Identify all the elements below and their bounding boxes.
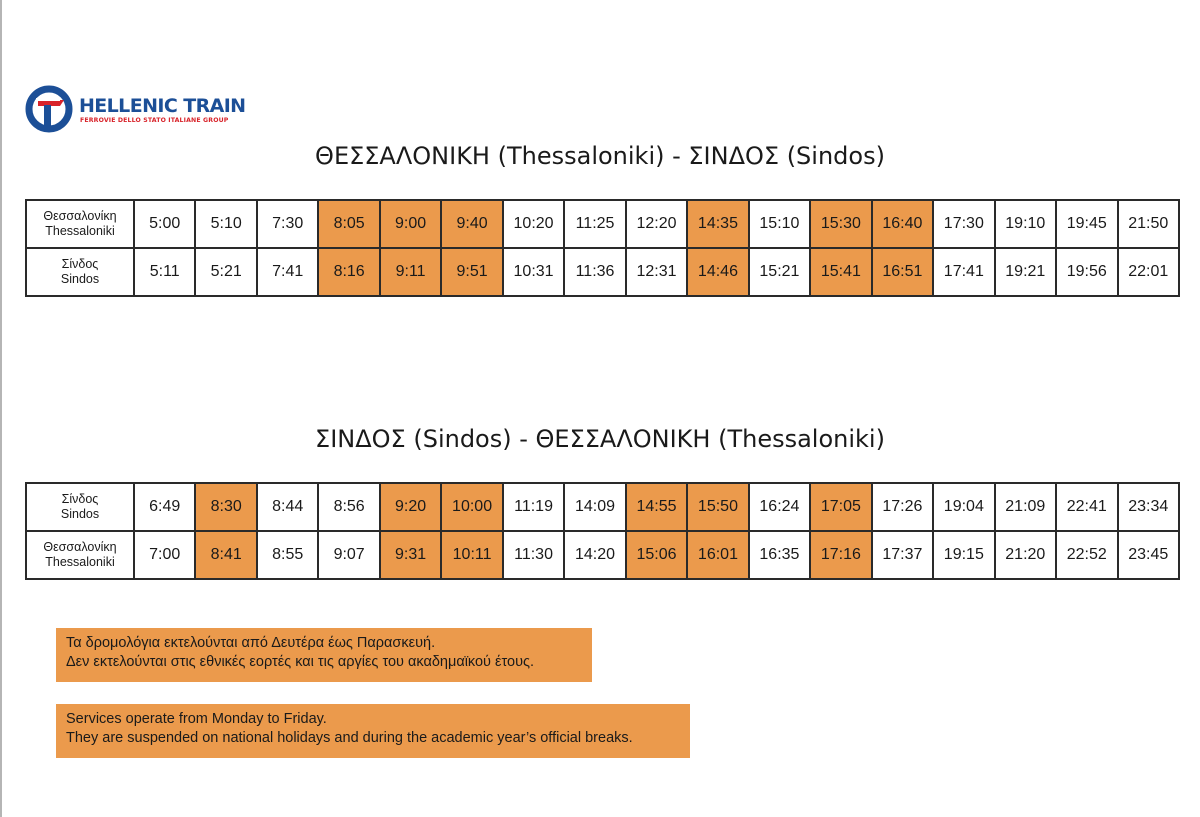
departure-time-cell: 15:41 <box>810 248 871 296</box>
hellenic-train-logo <box>24 84 264 134</box>
departure-time-cell: 7:41 <box>257 248 318 296</box>
departure-time-cell: 8:41 <box>195 531 256 579</box>
departure-time-cell: 8:30 <box>195 483 256 531</box>
departure-time-cell: 19:45 <box>1056 200 1117 248</box>
departure-time-cell: 5:10 <box>195 200 256 248</box>
departure-time-cell: 9:31 <box>380 531 441 579</box>
note-english <box>56 704 690 758</box>
departure-time-cell: 14:46 <box>687 248 748 296</box>
departure-time-cell: 19:21 <box>995 248 1056 296</box>
station-name-greek: Σίνδος <box>61 257 99 271</box>
departure-time-cell: 11:25 <box>564 200 625 248</box>
note-english-line: Services operate from Monday to Friday. <box>66 711 327 727</box>
note-english-line: They are suspended on national holidays and during the academic year’s official breaks. <box>66 730 633 746</box>
departure-time-cell: 7:30 <box>257 200 318 248</box>
departure-time-cell: 21:20 <box>995 531 1056 579</box>
departure-time-cell: 16:51 <box>872 248 933 296</box>
station-name-latin: Sindos <box>60 507 100 521</box>
departure-time-cell: 7:00 <box>134 531 195 579</box>
departure-time-cell: 14:20 <box>564 531 625 579</box>
note-greek-line: Δεν εκτελούνται στις εθνικές εορτές και τις αργίες του ακαδημαϊκού έτους. <box>66 654 535 670</box>
route-title-thessaloniki-sindos: ΘΕΣΣΑΛΟΝΙΚΗ (Thessaloniki) - ΣΙΝΔΟΣ (Sindos) <box>315 142 885 170</box>
departure-time-cell: 15:30 <box>810 200 871 248</box>
departure-time-cell: 9:07 <box>318 531 379 579</box>
departure-time-cell: 10:31 <box>503 248 564 296</box>
departure-time-cell: 19:15 <box>933 531 994 579</box>
departure-time-cell: 22:41 <box>1056 483 1117 531</box>
departure-time-cell: 21:50 <box>1118 200 1180 248</box>
departure-time-cell: 16:01 <box>687 531 748 579</box>
departure-time-cell: 10:11 <box>441 531 502 579</box>
route-title-sindos-thessaloniki: ΣΙΝΔΟΣ (Sindos) - ΘΕΣΣΑΛΟΝΙΚΗ (Thessaloniki) <box>315 425 885 453</box>
departure-time-cell: 21:09 <box>995 483 1056 531</box>
departure-time-cell: 15:21 <box>749 248 810 296</box>
note-greek <box>56 628 592 682</box>
departure-time-cell: 14:35 <box>687 200 748 248</box>
departure-time-cell: 16:24 <box>749 483 810 531</box>
departure-time-cell: 17:37 <box>872 531 933 579</box>
departure-time-cell: 16:35 <box>749 531 810 579</box>
departure-time-cell: 17:26 <box>872 483 933 531</box>
logo-name: HELLENIC TRAIN <box>79 95 246 117</box>
hellenic-train-logo-icon <box>24 84 74 134</box>
departure-time-cell: 5:21 <box>195 248 256 296</box>
station-name-greek: Σίνδος <box>61 492 99 506</box>
logo-subtitle: FERROVIE DELLO STATO ITALIANE GROUP <box>80 117 229 124</box>
departure-time-cell: 17:30 <box>933 200 994 248</box>
station-name-latin: Thessaloniki <box>45 555 115 569</box>
departure-time-cell: 9:00 <box>380 200 441 248</box>
departure-time-cell: 14:09 <box>564 483 625 531</box>
station-name-greek: Θεσσαλονίκη <box>43 540 117 554</box>
departure-time-cell: 11:30 <box>503 531 564 579</box>
departure-time-cell: 11:19 <box>503 483 564 531</box>
departure-time-cell: 17:41 <box>933 248 994 296</box>
station-name-latin: Thessaloniki <box>45 224 115 238</box>
departure-time-cell: 9:11 <box>380 248 441 296</box>
departure-time-cell: 8:55 <box>257 531 318 579</box>
departure-time-cell: 8:56 <box>318 483 379 531</box>
departure-time-cell: 12:20 <box>626 200 687 248</box>
timetable-row <box>26 483 1179 531</box>
station-name-greek: Θεσσαλονίκη <box>43 209 117 223</box>
departure-time-cell: 5:00 <box>134 200 195 248</box>
departure-time-cell: 19:56 <box>1056 248 1117 296</box>
timetable-row <box>26 200 1179 248</box>
timetable-thessaloniki-sindos <box>25 199 1180 297</box>
departure-time-cell: 19:10 <box>995 200 1056 248</box>
departure-time-cell: 22:52 <box>1056 531 1117 579</box>
station-name-cell <box>26 248 134 296</box>
departure-time-cell: 8:44 <box>257 483 318 531</box>
departure-time-cell: 9:51 <box>441 248 502 296</box>
note-greek-line: Τα δρομολόγια εκτελούνται από Δευτέρα έως Παρασκευή. <box>66 635 436 651</box>
departure-time-cell: 8:05 <box>318 200 379 248</box>
departure-time-cell: 16:40 <box>872 200 933 248</box>
departure-time-cell: 19:04 <box>933 483 994 531</box>
departure-time-cell: 6:49 <box>134 483 195 531</box>
departure-time-cell: 23:45 <box>1118 531 1180 579</box>
timetable-row <box>26 531 1179 579</box>
departure-time-cell: 11:36 <box>564 248 625 296</box>
departure-time-cell: 10:20 <box>503 200 564 248</box>
station-name-cell <box>26 200 134 248</box>
departure-time-cell: 17:05 <box>810 483 871 531</box>
departure-time-cell: 5:11 <box>134 248 195 296</box>
station-name-cell <box>26 531 134 579</box>
departure-time-cell: 23:34 <box>1118 483 1180 531</box>
departure-time-cell: 15:50 <box>687 483 748 531</box>
departure-time-cell: 8:16 <box>318 248 379 296</box>
departure-time-cell: 12:31 <box>626 248 687 296</box>
departure-time-cell: 17:16 <box>810 531 871 579</box>
timetable-row <box>26 248 1179 296</box>
departure-time-cell: 9:40 <box>441 200 502 248</box>
page-edge <box>0 0 2 817</box>
station-name-latin: Sindos <box>60 272 100 286</box>
departure-time-cell: 14:55 <box>626 483 687 531</box>
departure-time-cell: 15:06 <box>626 531 687 579</box>
timetable-sindos-thessaloniki <box>25 482 1180 580</box>
departure-time-cell: 22:01 <box>1118 248 1180 296</box>
departure-time-cell: 9:20 <box>380 483 441 531</box>
station-name-cell <box>26 483 134 531</box>
departure-time-cell: 10:00 <box>441 483 502 531</box>
departure-time-cell: 15:10 <box>749 200 810 248</box>
